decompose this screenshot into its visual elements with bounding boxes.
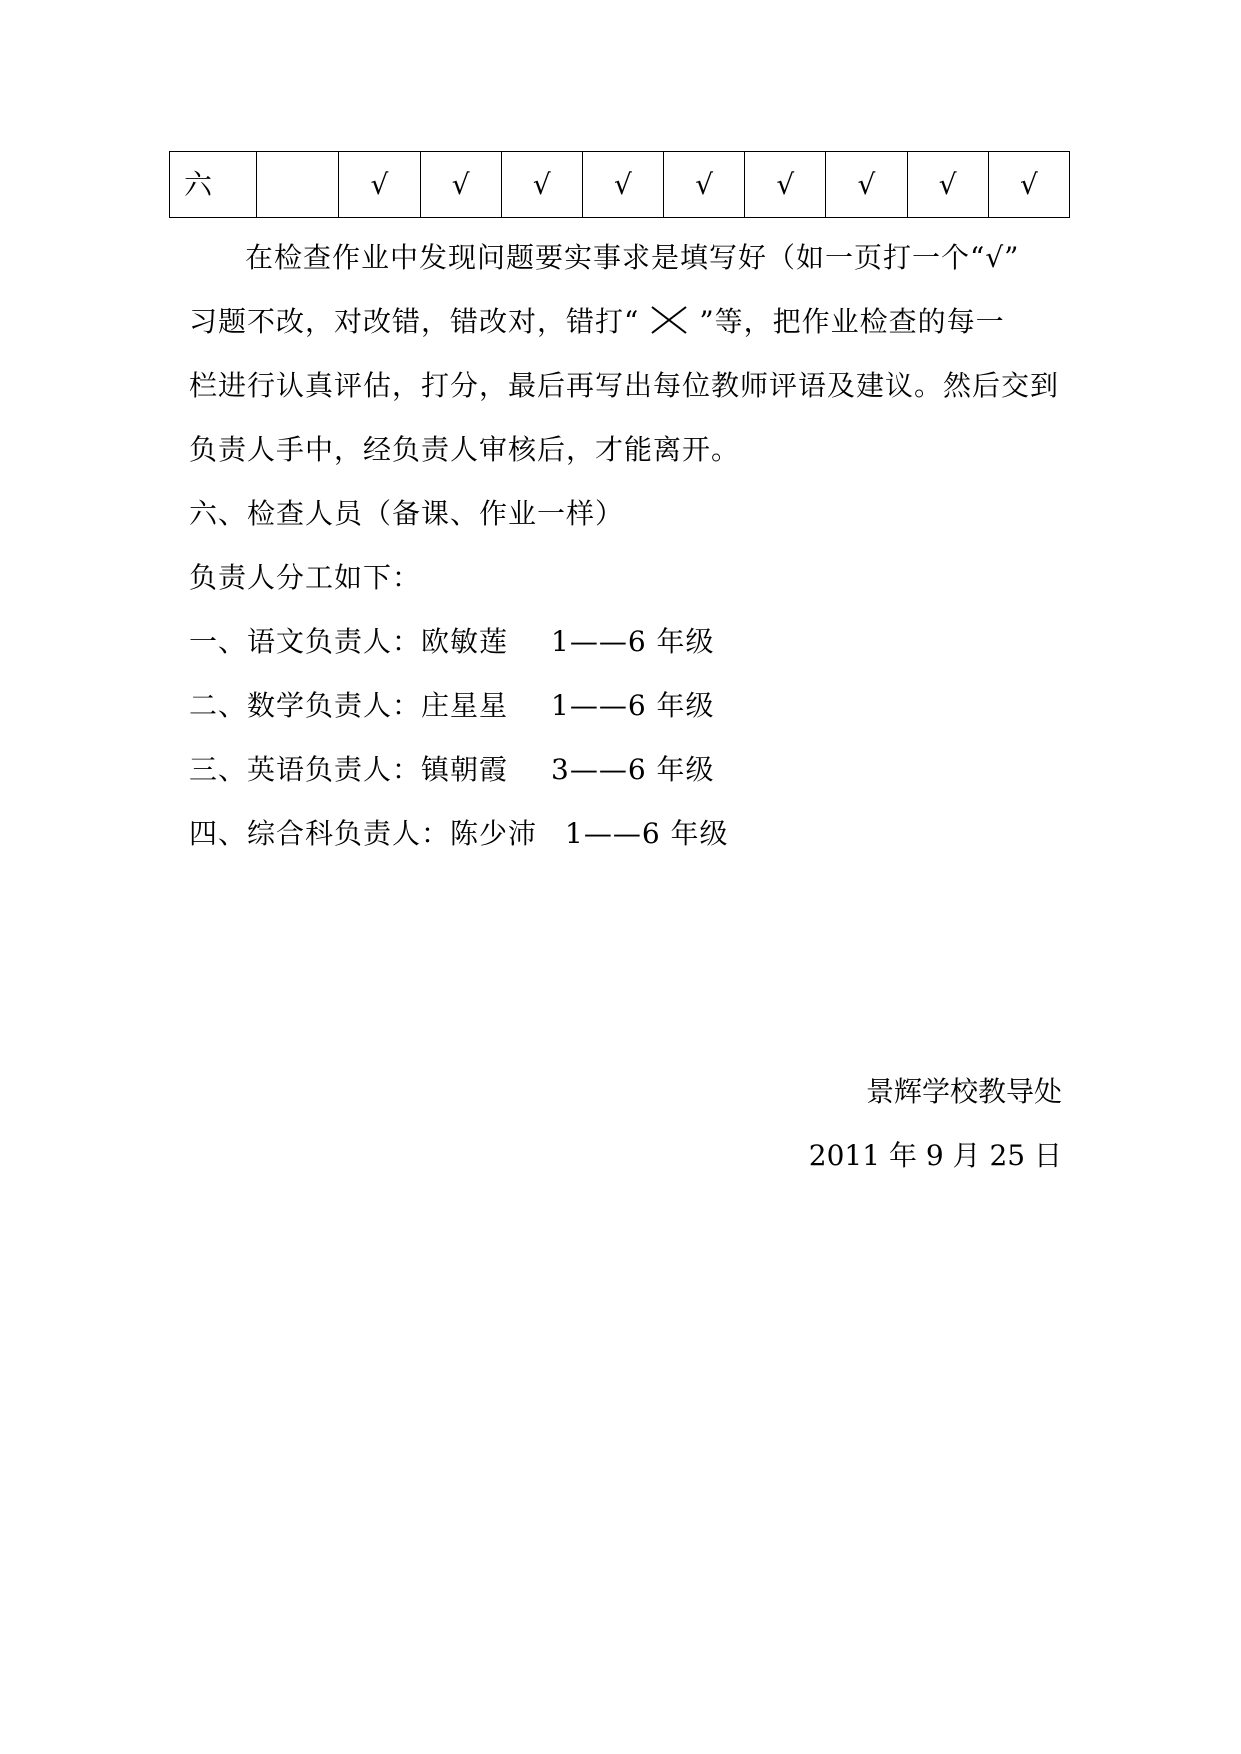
- assignment-range: 1——6 年级: [551, 689, 715, 722]
- assignment-label: 三、英语负责人：镇朝霞: [189, 753, 509, 786]
- check-cell: √: [501, 152, 582, 218]
- division-intro: 负责人分工如下：: [189, 561, 422, 594]
- blank-cell: [257, 152, 339, 218]
- paragraph-line: 在检查作业中发现问题要实事求是填写好（如一页打一个“√”: [245, 241, 1020, 274]
- paragraph-line-text: 习题不改，对改错，错改对，错打“: [189, 305, 640, 338]
- assignment-item: [189, 812, 729, 852]
- assignment-label: 二、数学负责人：庄星星: [189, 689, 509, 722]
- assignment-label: 一、语文负责人：欧敏莲: [189, 625, 509, 658]
- assignment-range: 3——6 年级: [551, 753, 715, 786]
- signature-org: 景辉学校教导处: [865, 1075, 1062, 1108]
- check-cell: √: [664, 152, 745, 218]
- paragraph-line: [189, 300, 1005, 340]
- assignment-label: 四、综合科负责人：陈少沛: [189, 817, 538, 850]
- table-row: [170, 152, 1070, 218]
- signature-date: 2011 年 9 月 25 日: [808, 1139, 1062, 1172]
- section-title: 六、检查人员（备课、作业一样）: [189, 497, 625, 530]
- check-cell: √: [745, 152, 826, 218]
- grade-cell: 六: [170, 152, 257, 218]
- assignment-item: [189, 620, 715, 660]
- check-cell: √: [420, 152, 501, 218]
- assignment-range: 1——6 年级: [565, 817, 729, 850]
- check-cell: √: [988, 152, 1069, 218]
- assignment-item: [189, 748, 715, 788]
- assignment-range: 1——6 年级: [551, 625, 715, 658]
- homework-check-table: [169, 151, 1070, 218]
- paragraph-line-text: ”等，把作业检查的每一: [699, 305, 1005, 338]
- paragraph-line: 负责人手中，经负责人审核后，才能离开。: [189, 433, 741, 466]
- paragraph-line: 栏进行认真评估，打分，最后再写出每位教师评语及建议。然后交到: [189, 369, 1060, 402]
- check-cell: √: [907, 152, 988, 218]
- check-cell: √: [582, 152, 663, 218]
- assignment-item: [189, 684, 715, 724]
- check-cell: √: [339, 152, 420, 218]
- cross-icon: [649, 305, 689, 335]
- check-cell: √: [826, 152, 907, 218]
